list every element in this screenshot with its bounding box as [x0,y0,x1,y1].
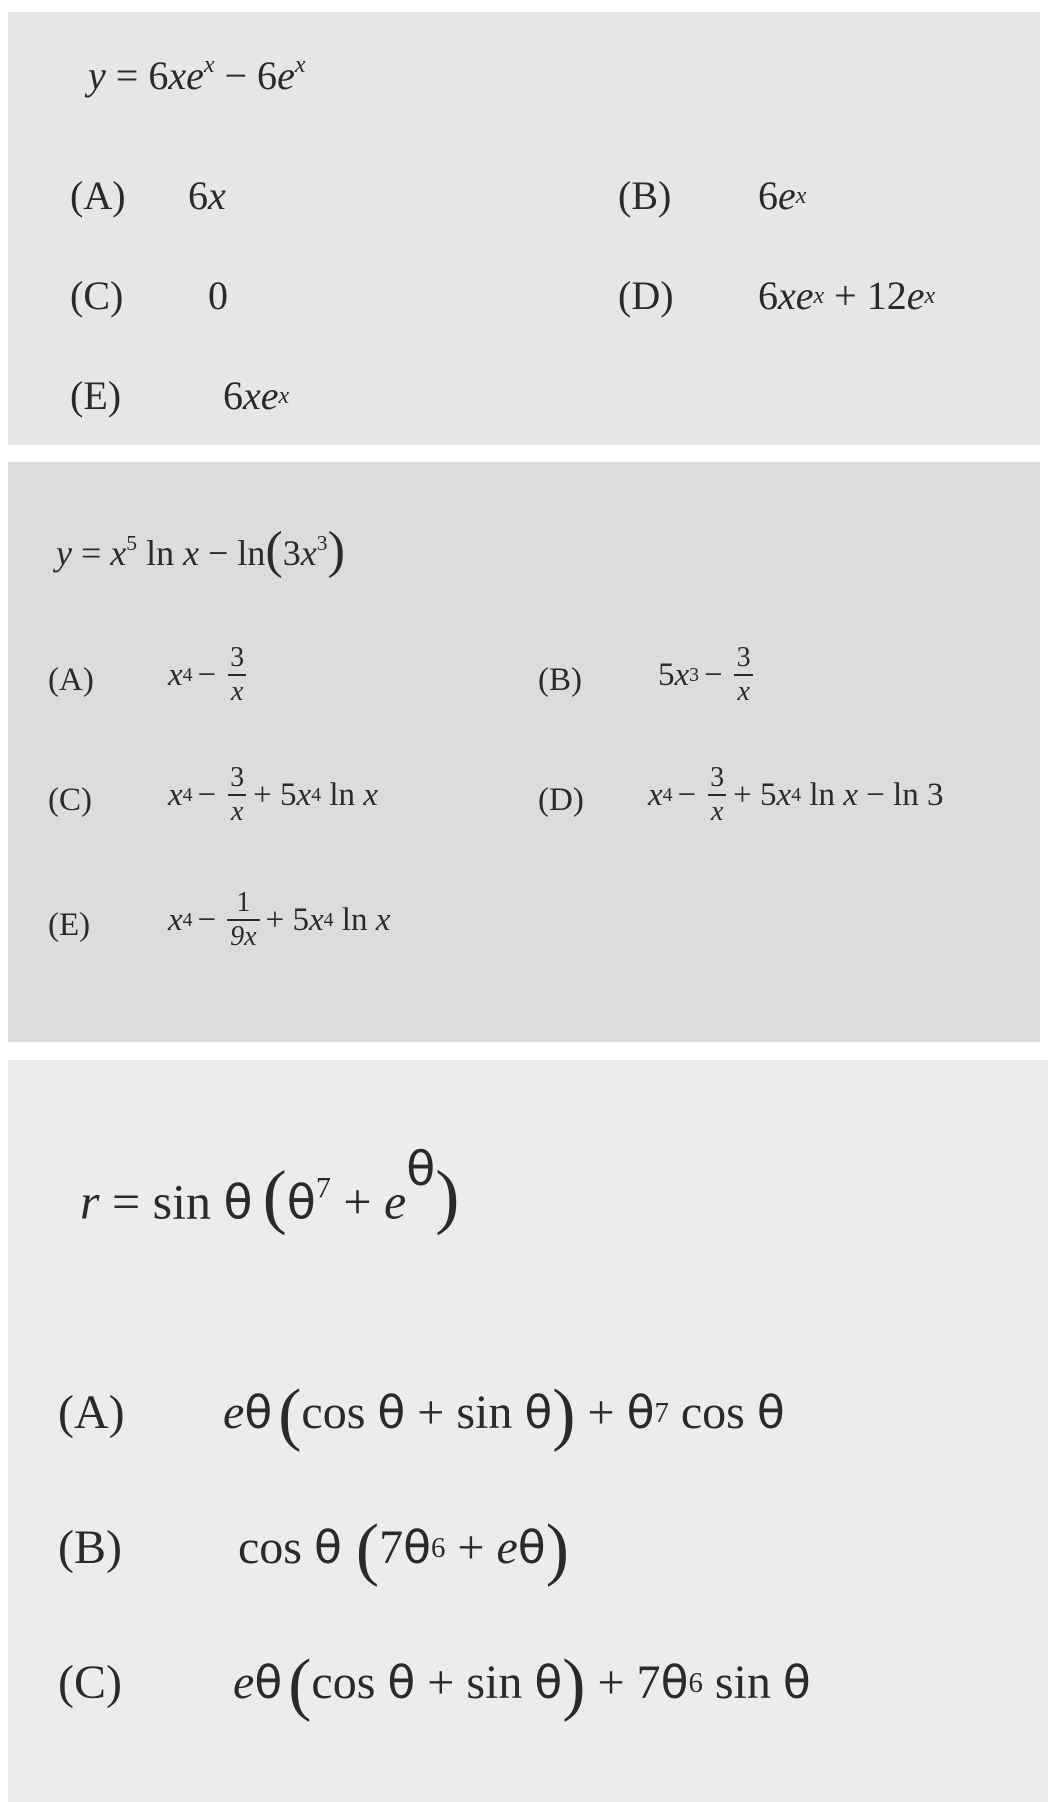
eq-var: xe [168,53,204,98]
eq-text: = [71,533,111,573]
ans-text: 6 [758,173,778,218]
option-label-a[interactable]: (A) [70,173,126,218]
option-label-b[interactable]: (B) [58,1521,122,1574]
ans-var: θ [377,1386,406,1439]
ans-text: 6 [188,173,208,218]
ans-text: − ln 3 [857,776,944,813]
ans-var: e [778,173,796,218]
ans-var: x [168,776,183,813]
ans-var: x [296,776,312,813]
eq-exp: 5 [126,530,138,555]
option-answer-a[interactable] [188,172,226,219]
ans-var: x [308,901,324,938]
option-answer-d[interactable]: x 4 − $\frac{3}{x}$ + 5 x 4 ln x − ln 3 [648,762,944,828]
ans-text: + [575,1386,627,1439]
ans-var: θ [387,1656,416,1709]
ans-text: sin [702,1656,783,1709]
ans-var: x [363,776,378,813]
option-label-c[interactable]: (C) [70,273,124,318]
ans-exp: x [795,182,807,209]
eq-paren: ( [265,521,283,579]
eq-var: θ [223,1175,253,1231]
ans-op: − [704,656,723,693]
ans-text: + sin [405,1386,525,1439]
ans-var: e [906,273,925,318]
ans-text: 0 [208,273,228,318]
eq-exp: x [294,52,306,79]
ans-op: − [677,776,697,813]
ans-text: + 5 [265,901,309,938]
option-answer-d[interactable] [758,272,935,319]
ans-var: x [843,776,858,813]
eq-var: y [88,53,106,98]
eq-exp: θ [406,1142,436,1197]
ans-text: + 7 [585,1656,661,1709]
ans-text: 6 [223,373,243,418]
eq-var: θ [286,1175,316,1231]
option-answer-b[interactable] [758,172,806,219]
ans-var: e [223,1386,245,1439]
ans-var: θ [313,1521,342,1574]
ans-text: + 5 [733,776,777,813]
eq-var: x [300,533,317,573]
ans-var: e [496,1521,518,1574]
ans-text: cos [238,1521,314,1574]
frac-den: 9x [227,919,259,953]
ans-var: x [648,776,663,813]
option-answer-b[interactable]: 5 x 3 − $\frac{3}{x}$ [658,642,760,708]
ans-op: − [197,776,217,813]
eq-text: + [330,1173,385,1230]
ans-var: x [208,173,226,218]
ans-text: cos [668,1386,757,1439]
ans-text: + 5 [253,776,297,813]
ans-var: θ [403,1521,431,1574]
option-label-e[interactable]: (E) [70,373,122,418]
question-panel-2 [8,462,1040,1042]
ans-var: x [776,776,792,813]
option-label-c[interactable]: (C) [48,782,92,818]
option-label-d[interactable]: (D) [538,782,584,818]
eq-paren: ) [327,521,345,579]
option-answer-b[interactable]: cos θ ( 7 θ 6 + e θ ) [238,1510,569,1588]
ans-var: θ [660,1656,689,1709]
frac-den: x [228,794,246,828]
option-label-a[interactable]: (A) [48,662,94,698]
ans-text: 6 [758,273,778,318]
eq-paren: ( [262,1155,287,1237]
ans-var: θ [524,1386,553,1439]
ans-var: θ [782,1656,811,1709]
ans-var: x [674,656,690,693]
eq-text: ln [137,533,184,573]
eq-text: = sin [99,1173,224,1230]
frac-num: 3 [736,642,751,673]
option-label-c[interactable]: (C) [58,1656,122,1709]
option-answer-a[interactable]: e θ ( cos θ + sin θ ) + θ 7 cos θ [223,1375,785,1453]
eq-text: − 6 [214,53,278,98]
fraction [734,642,754,708]
equation [56,521,345,579]
ans-text: 7 [379,1521,404,1574]
ans-op: − [197,901,217,938]
ans-exp: x [924,282,936,309]
eq-var: r [80,1173,100,1230]
ans-exp: x [813,282,825,309]
frac-num: 1 [236,887,251,918]
frac-den: x [708,794,726,828]
frac-den: x [228,674,246,708]
eq-var: y [56,533,72,573]
eq-text: − ln [199,533,266,573]
option-answer-e[interactable] [223,372,289,419]
frac-num: 3 [230,642,245,673]
eq-text: = 6 [105,53,169,98]
ans-text: ln [801,776,844,813]
eq-text: 3 [282,533,301,573]
option-label-d[interactable]: (D) [618,273,674,318]
option-answer-c[interactable]: e θ ( cos θ + sin θ ) + 7 θ 6 sin θ [233,1645,811,1723]
ans-op: − [197,656,217,693]
equation [88,52,305,99]
eq-var: x [110,533,127,573]
eq-exp: 7 [315,1171,331,1205]
ans-text: + 12 [824,273,907,318]
ans-var: θ [534,1656,563,1709]
ans-exp: x [278,382,290,409]
option-label-b[interactable]: (B) [618,173,672,218]
ans-text: + [445,1521,497,1574]
ans-text: ln [321,776,364,813]
frac-den: x [734,674,752,708]
equation [80,1142,460,1237]
ans-var: x [168,656,183,693]
option-answer-e[interactable]: x 4 − $\frac{1}{9x}$ + 5 x 4 ln x [168,887,391,953]
ans-var: xe [243,373,279,418]
ans-var: x [375,901,391,938]
option-label-a[interactable]: (A) [58,1386,125,1439]
eq-exp: 3 [316,530,328,555]
ans-text: + sin [415,1656,535,1709]
ans-text: cos [311,1656,388,1709]
fraction [707,762,727,828]
ans-var: xe [778,273,814,318]
ans-text: 5 [658,656,675,693]
question-panel-1 [8,12,1040,445]
fraction [227,887,259,953]
eq-var: x [183,533,200,573]
question-panel-3 [8,1060,1048,1802]
option-answer-c[interactable] [208,272,228,319]
eq-paren: ) [435,1155,460,1237]
eq-exp: x [203,52,215,79]
ans-text: cos [301,1386,378,1439]
option-label-e[interactable]: (E) [48,907,91,943]
ans-text: ln [333,901,376,938]
ans-var: θ [756,1386,785,1439]
eq-var: e [277,53,295,98]
ans-var: θ [626,1386,655,1439]
eq-var: e [384,1173,407,1230]
ans-var: x [168,901,183,938]
fraction [227,762,247,828]
frac-num: 3 [710,762,725,793]
option-answer-a[interactable]: x 4 − $\frac{3}{x}$ [168,642,253,708]
fraction [227,642,247,708]
option-label-b[interactable]: (B) [538,662,582,698]
frac-num: 3 [230,762,245,793]
ans-var: e [233,1656,255,1709]
option-answer-c[interactable]: x 4 − $\frac{3}{x}$ + 5 x 4 ln x [168,762,378,828]
